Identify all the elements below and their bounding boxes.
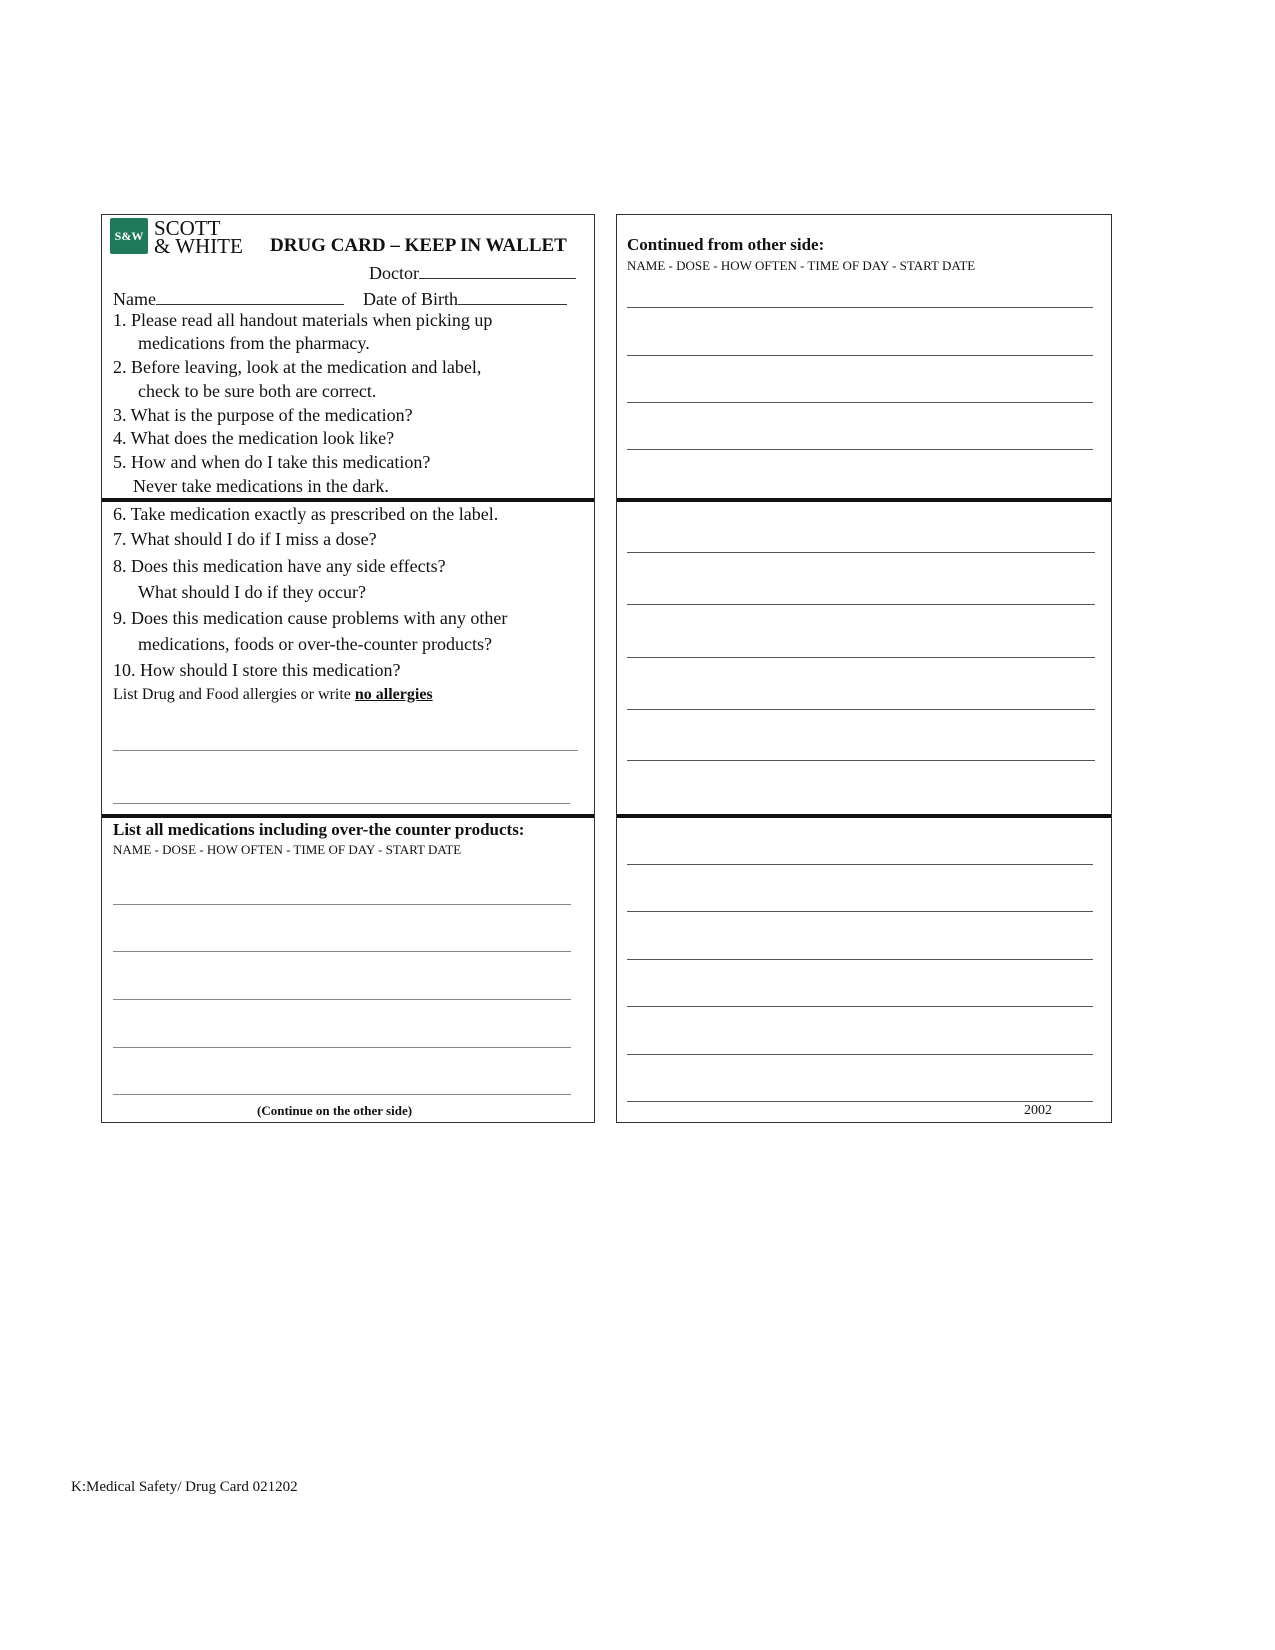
allergies-prompt: List Drug and Food allergies or write no allergies <box>113 686 433 703</box>
medication-entry-line[interactable] <box>627 911 1093 912</box>
medication-entry-line[interactable] <box>627 709 1095 710</box>
list-item: 10. How should I store this medication? <box>113 660 401 680</box>
medication-entry-line[interactable] <box>627 1101 1093 1102</box>
section-divider <box>102 814 594 818</box>
section-divider <box>617 498 1111 502</box>
medication-entry-line[interactable] <box>113 1047 571 1048</box>
medication-entry-line[interactable] <box>627 449 1093 450</box>
back-heading: Continued from other side: <box>627 235 825 254</box>
medication-entry-line[interactable] <box>627 657 1095 658</box>
medication-entry-line[interactable] <box>113 951 571 952</box>
doctor-field[interactable] <box>419 260 576 279</box>
doctor-label: Doctor <box>369 260 576 284</box>
allergies-line[interactable] <box>113 803 570 804</box>
medication-entry-line[interactable] <box>627 307 1093 308</box>
meds-heading: List all medications including over-the counter products: <box>113 820 525 839</box>
medication-entry-line[interactable] <box>627 1054 1093 1055</box>
medication-entry-line[interactable] <box>627 402 1093 403</box>
medication-entry-line[interactable] <box>113 999 571 1000</box>
list-item: 3. What is the purpose of the medication? <box>113 405 413 425</box>
list-item: medications from the pharmacy. <box>138 333 370 353</box>
list-item: 7. What should I do if I miss a dose? <box>113 529 377 549</box>
logo-line-1: SCOTT <box>154 216 221 240</box>
logo-line-2: & WHITE <box>154 234 243 258</box>
section-divider <box>102 498 594 502</box>
medication-entry-line[interactable] <box>627 552 1095 553</box>
medication-entry-line[interactable] <box>627 1006 1093 1007</box>
list-item: medications, foods or over-the-counter products? <box>138 634 493 654</box>
year-label: 2002 <box>1024 1103 1052 1118</box>
medication-entry-line[interactable] <box>627 760 1095 761</box>
list-item: 8. Does this medication have any side effects? <box>113 556 446 576</box>
medication-entry-line[interactable] <box>627 604 1095 605</box>
drug-card-back <box>616 214 1112 1123</box>
list-item: check to be sure both are correct. <box>138 381 377 401</box>
list-item: 4. What does the medication look like? <box>113 428 395 448</box>
list-item: Never take medications in the dark. <box>133 476 389 496</box>
name-field[interactable] <box>156 286 344 305</box>
continue-note: (Continue on the other side) <box>257 1103 413 1118</box>
scott-white-logo-icon: S&W <box>110 218 148 254</box>
list-item: 2. Before leaving, look at the medication and label, <box>113 357 482 377</box>
medication-entry-line[interactable] <box>113 904 571 905</box>
medication-entry-line[interactable] <box>627 864 1093 865</box>
dob-field[interactable] <box>458 286 567 305</box>
list-item: 9. Does this medication cause problems with any other <box>113 608 508 628</box>
meds-columns: NAME - DOSE - HOW OFTEN - TIME OF DAY - START DATE <box>113 842 462 857</box>
allergies-line[interactable] <box>113 750 578 751</box>
card-title: DRUG CARD – KEEP IN WALLET <box>270 235 567 256</box>
drug-card-front <box>101 214 595 1123</box>
section-divider <box>617 814 1111 818</box>
medication-entry-line[interactable] <box>627 959 1093 960</box>
list-item: 5. How and when do I take this medication? <box>113 452 431 472</box>
list-item: 1. Please read all handout materials when picking up <box>113 310 493 330</box>
name-label: Name <box>113 286 344 310</box>
back-columns: NAME - DOSE - HOW OFTEN - TIME OF DAY - START DATE <box>627 258 976 273</box>
medication-entry-line[interactable] <box>113 1094 571 1095</box>
medication-entry-line[interactable] <box>627 355 1093 356</box>
list-item: What should I do if they occur? <box>138 582 366 602</box>
list-item: 6. Take medication exactly as prescribed on the label. <box>113 504 499 524</box>
footer-path: K:Medical Safety/ Drug Card 021202 <box>71 1479 298 1495</box>
dob-label: Date of Birth <box>363 286 567 310</box>
